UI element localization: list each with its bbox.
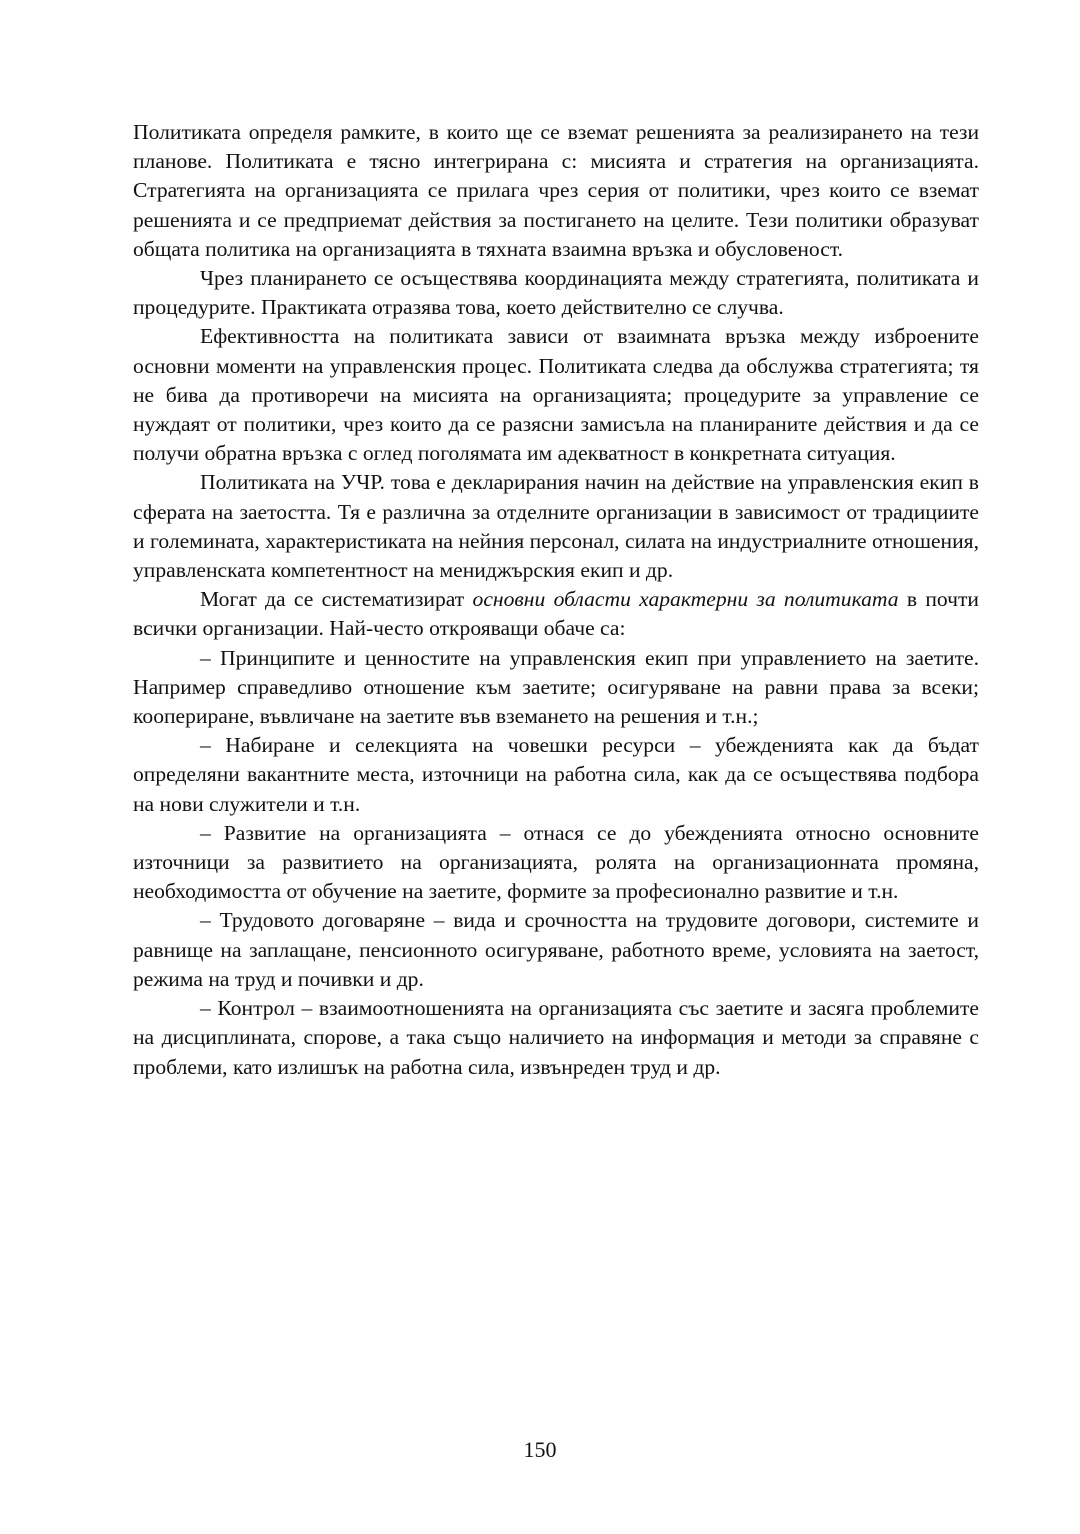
paragraph-policy-areas: [133, 585, 979, 643]
document-body: [133, 118, 979, 1082]
policy-areas-lead: Могат да се систематизират: [200, 587, 473, 612]
policy-areas-tail: в почти всички организации. Най-често открояващи обаче са:: [133, 587, 979, 641]
list-item-principles: – Принципите и ценностите на управленския екип при управлението на заетите. Например справедливо отношение към заетите; осигуряване на равни права за всеки; коопериране, въвличане на заетите във вземането на решения и т.н.;: [133, 645, 979, 729]
paragraph-policy-effectiveness: Ефективността на политиката зависи от взаимната връзка между изброените основни моменти на управленския процес. Политиката следва да обслужва стратегията; тя не бива да противоречи на мисията на организацията; процедурите за управление се нуждаят от политики, чрез които да се разясни замисъла на планираните действия и да се получи обратна връзка с оглед поголямата им адекватност в конкретната ситуация.: [133, 324, 979, 466]
list-item-recruitment: – Набиране и селекцията на човешки ресурси – убежденията как да бъдат определяни вакантните места, източници на работна сила, как да се осъществява подбора на нови служители и т.н.: [133, 733, 979, 816]
list-item-control: – Контрол – взаимоотношенията на организацията със заетите и засяга проблемите на дисциплината, спорове, а така също наличието на информация и методи за справяне с проблеми, като излишък на работна сила, извънреден труд и др.: [133, 996, 979, 1079]
paragraph-hrm-policy: Политиката на УЧР. това е декларирания начин на действие на управленския екип в сферата на заетостта. Тя е различна за отделните организации в зависимост от традициите и големината, характеристиката на нейния персонал, силата на индустриалните отношения, управленската компетентност на мениджърския екип и др.: [133, 470, 979, 583]
policy-areas-emphasis: основни области характерни за политиката: [472, 587, 899, 612]
paragraph-policy-framework: Политиката определя рамките, в които ще се вземат решенията за реализирането на тези планове. Политиката е тясно интегрирана с: мисията и стратегия на организацията. Стратегията на организацията се прилага чрез серия от политики, чрез които се вземат решенията и се предприемат действия за постигането на целите. Тези политики образуват общата политика на организацията в тяхната взаимна връзка и обусловеност.: [133, 120, 979, 261]
list-item-labor-contracts: – Трудовото договаряне – вида и срочността на трудовите договори, системите и равнище на заплащане, пенсионното осигуряване, работното време, условията на заетост, режима на труд и почивки и др.: [133, 908, 979, 991]
page-number: 150: [523, 1437, 557, 1462]
list-item-development: – Развитие на организацията – отнася се до убежденията относно основните източници за развитието на организацията, ролята на организационната промяна, необходимостта от обучение на заетите, формите за професионално развитие и т.н.: [133, 820, 979, 904]
paragraph-planning-coordination: Чрез планирането се осъществява координацията между стратегията, политиката и процедурите. Практиката отразява това, което действително се случва.: [133, 266, 979, 320]
